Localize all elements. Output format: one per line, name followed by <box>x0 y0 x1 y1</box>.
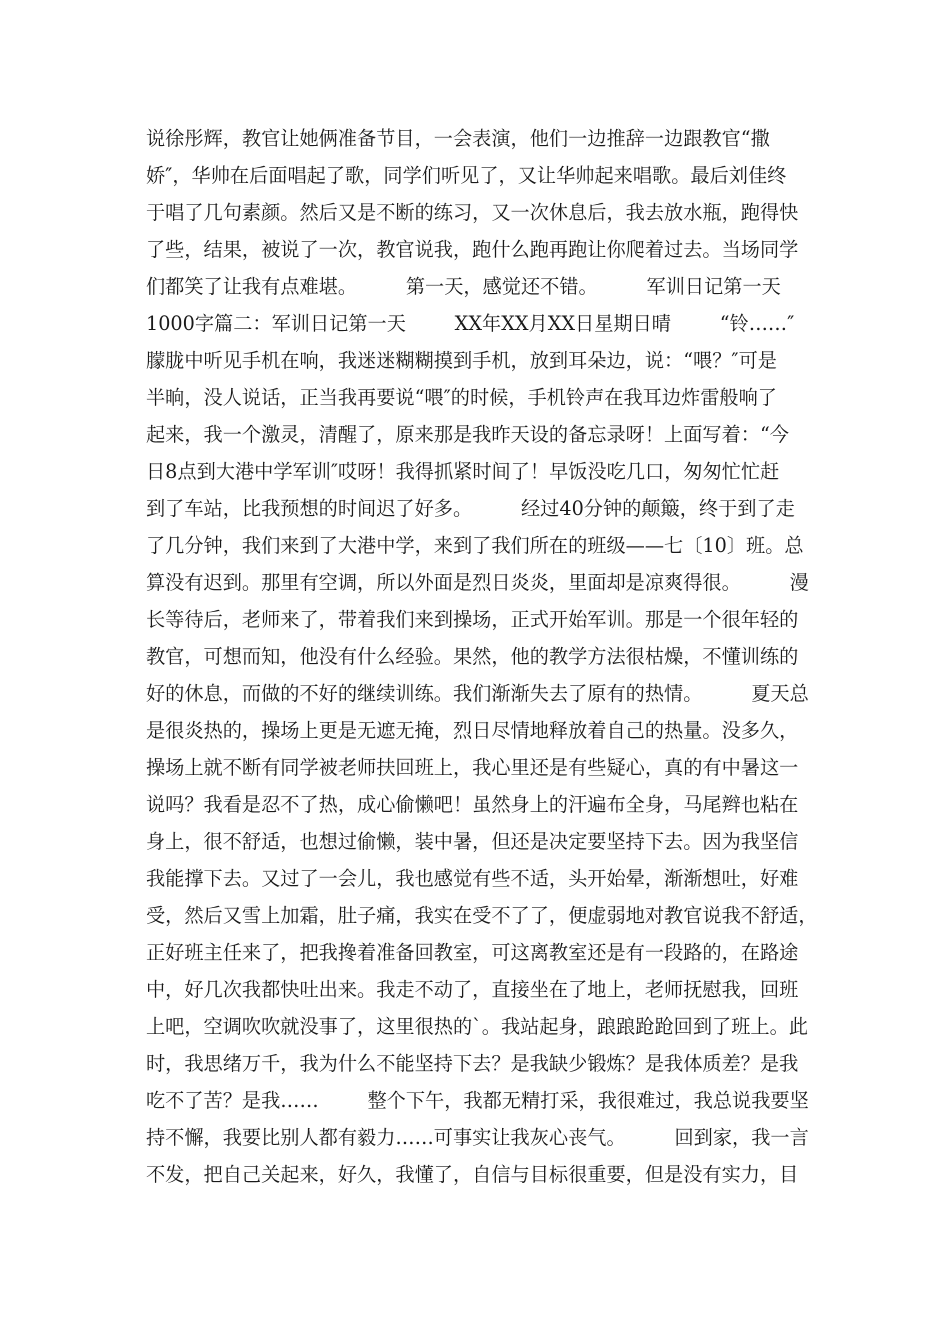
text-line: 吃不了苦？是我…… 整个下午，我都无精打采，我很难过，我总说我要坚 <box>146 1089 809 1112</box>
text-line: 正好班主任来了，把我搀着准备回教室，可这离教室还是有一段路的，在路途 <box>146 941 799 964</box>
text-line: 不发，把自己关起来，好久，我懂了，自信与目标很重要，但是没有实力，目 <box>146 1163 799 1186</box>
text-line: 起来，我一个激灵，清醒了，原来那是我昨天设的备忘录呀！上面写着：“今 <box>146 423 789 446</box>
text-line: 日8点到大港中学军训″哎呀！我得抓紧时间了！早饭没吃几口，匆匆忙忙赶 <box>146 460 780 483</box>
text-line: 了几分钟，我们来到了大港中学，来到了我们所在的班级——七〔10〕班。总 <box>146 534 804 557</box>
text-line: 好的休息，而做的不好的继续训练。我们渐渐失去了原有的热情。 夏天总 <box>146 682 809 705</box>
text-line: 持不懈，我要比别人都有毅力……可事实让我灰心丧气。 回到家，我一言 <box>146 1126 809 1149</box>
text-line: 到了车站，比我预想的时间迟了好多。 经过40分钟的颠簸，终于到了走 <box>146 497 795 520</box>
text-line: 娇″，华帅在后面唱起了歌，同学们听见了，又让华帅起来唱歌。最后刘佳终 <box>146 164 787 187</box>
text-line: 说徐彤辉，教官让她俩准备节目，一会表演，他们一边推辞一边跟教官“撒 <box>146 127 770 150</box>
text-line: 是很炎热的，操场上更是无遮无掩，烈日尽情地释放着自己的热量。没多久， <box>146 719 799 742</box>
text-line: 受，然后又雪上加霜，肚子痛，我实在受不了了，便虚弱地对教官说我不舒适， <box>146 904 818 927</box>
text-line: 长等待后，老师来了，带着我们来到操场，正式开始军训。那是一个很年轻的 <box>146 608 799 631</box>
text-line: 1000字篇二：军训日记第一天 XX年XX月XX日星期日晴 “铃……″ <box>146 312 795 335</box>
text-line: 于唱了几句素颜。然后又是不断的练习，又一次休息后，我去放水瓶，跑得快 <box>146 201 799 224</box>
body-text <box>146 120 818 1193</box>
text-line: 中，好几次我都快吐出来。我走不动了，直接坐在了地上，老师抚慰我，回班 <box>146 978 799 1001</box>
text-line: 我能撑下去。又过了一会儿，我也感觉有些不适，头开始晕，渐渐想吐，好难 <box>146 867 799 890</box>
text-line: 半晌，没人说话，正当我再要说“喂″的时候，手机铃声在我耳边炸雷般响了 <box>146 386 777 409</box>
text-line: 操场上就不断有同学被老师扶回班上，我心里还是有些疑心，真的有中暑这一 <box>146 756 799 779</box>
text-line: 身上，很不舒适，也想过偷懒，装中暑，但还是决定要坚持下去。因为我坚信 <box>146 830 799 853</box>
text-line: 上吧，空调吹吹就没事了，这里很热的`。我站起身，踉踉跄跄回到了班上。此 <box>146 1015 808 1038</box>
text-line: 时，我思绪万千，我为什么不能坚持下去？是我缺少锻炼？是我体质差？是我 <box>146 1052 799 1075</box>
text-line: 说吗？我看是忍不了热，成心偷懒吧！虽然身上的汗遍布全身，马尾辫也粘在 <box>146 793 799 816</box>
text-line: 们都笑了让我有点难堪。 第一天，感觉还不错。 军训日记第一天 <box>146 275 781 298</box>
text-line: 算没有迟到。那里有空调，所以外面是烈日炎炎，里面却是凉爽得很。 漫 <box>146 571 809 594</box>
text-line: 朦胧中听见手机在响，我迷迷糊糊摸到手机，放到耳朵边，说：“喂？″可是 <box>146 349 777 372</box>
text-line: 教官，可想而知，他没有什么经验。果然，他的教学方法很枯燥，不懂训练的 <box>146 645 799 668</box>
text-line: 了些，结果，被说了一次，教官说我，跑什么跑再跑让你爬着过去。当场同学 <box>146 238 799 261</box>
